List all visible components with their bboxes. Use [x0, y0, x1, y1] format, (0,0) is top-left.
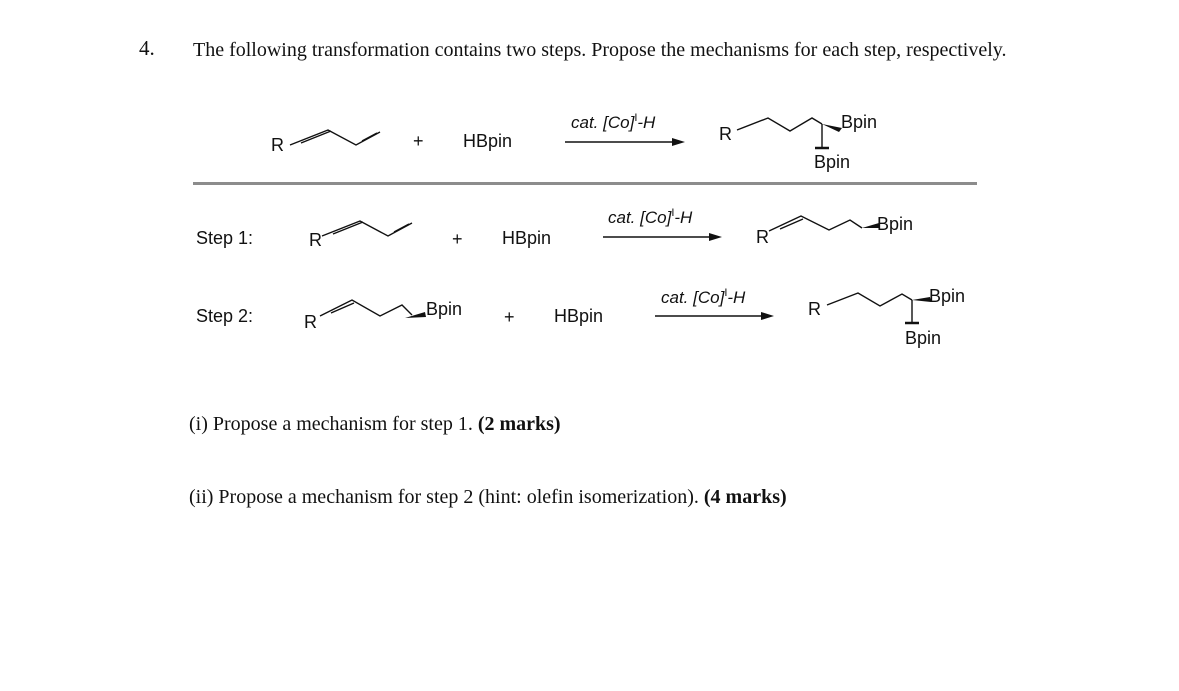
step2-label: Step 2: — [196, 306, 254, 326]
overall-reagent: HBpin — [463, 131, 513, 151]
overall-condition-prefix: cat. [Co] — [571, 113, 635, 132]
step2-condition-suffix: -H — [727, 288, 746, 307]
question-number: 4. — [139, 36, 155, 60]
step1-condition — [608, 208, 692, 228]
step2-product-bpin-2: Bpin — [905, 328, 942, 348]
overall-product-r-label: R — [719, 124, 732, 144]
question-text: The following transformation contains two steps. Propose the mechanisms for each step, respectively. — [193, 39, 1007, 61]
step2-plus: + — [504, 307, 515, 327]
sub-question-1 — [189, 413, 561, 436]
step1-r-label: R — [309, 230, 322, 250]
step1-condition-suffix: -H — [674, 208, 693, 227]
overall-diene-structure — [290, 130, 380, 145]
overall-condition-suffix: -H — [637, 113, 656, 132]
sub-question-2-marks: (4 marks) — [703, 486, 787, 508]
sub-question-2 — [189, 486, 787, 509]
sub-question-1-marks: (2 marks) — [477, 413, 561, 435]
step2-arrow — [655, 312, 774, 320]
overall-product-bpin-2: Bpin — [814, 152, 851, 172]
step2-condition — [661, 288, 745, 308]
step1-arrow — [603, 233, 722, 241]
overall-arrow — [565, 138, 685, 146]
step1-reagent: HBpin — [502, 228, 552, 248]
step1-product-r-label: R — [756, 227, 769, 247]
step1-condition-sup: I — [671, 207, 675, 219]
step1-product-bpin: Bpin — [877, 214, 914, 234]
step1-condition-prefix: cat. [Co] — [608, 208, 672, 227]
step2-condition-prefix: cat. [Co] — [661, 288, 725, 307]
step2-product-r-label: R — [808, 299, 821, 319]
step1-diene-structure — [322, 221, 412, 236]
step2-condition-sup: I — [724, 287, 728, 299]
step1-product-structure — [769, 216, 880, 231]
overall-product-structure — [737, 118, 842, 148]
step2-substrate-bpin: Bpin — [426, 299, 463, 319]
overall-condition — [571, 113, 655, 133]
step2-reagent: HBpin — [554, 306, 604, 326]
step1-plus: + — [452, 229, 463, 249]
overall-condition-sup: I — [634, 112, 638, 124]
step2-substrate-structure — [320, 300, 426, 318]
overall-r-label: R — [271, 135, 284, 155]
overall-product-bpin-1: Bpin — [841, 112, 878, 132]
sub-question-1-text: (i) Propose a mechanism for step 1. — [189, 413, 478, 435]
step2-product-structure — [827, 293, 931, 323]
sub-question-2-text: (ii) Propose a mechanism for step 2 (hint: olefin isomerization). — [189, 486, 704, 508]
divider-rule — [193, 182, 977, 185]
overall-plus: + — [413, 131, 424, 151]
step1-label: Step 1: — [196, 228, 254, 248]
step2-product-bpin-1: Bpin — [929, 286, 966, 306]
step2-r-label: R — [304, 312, 317, 332]
